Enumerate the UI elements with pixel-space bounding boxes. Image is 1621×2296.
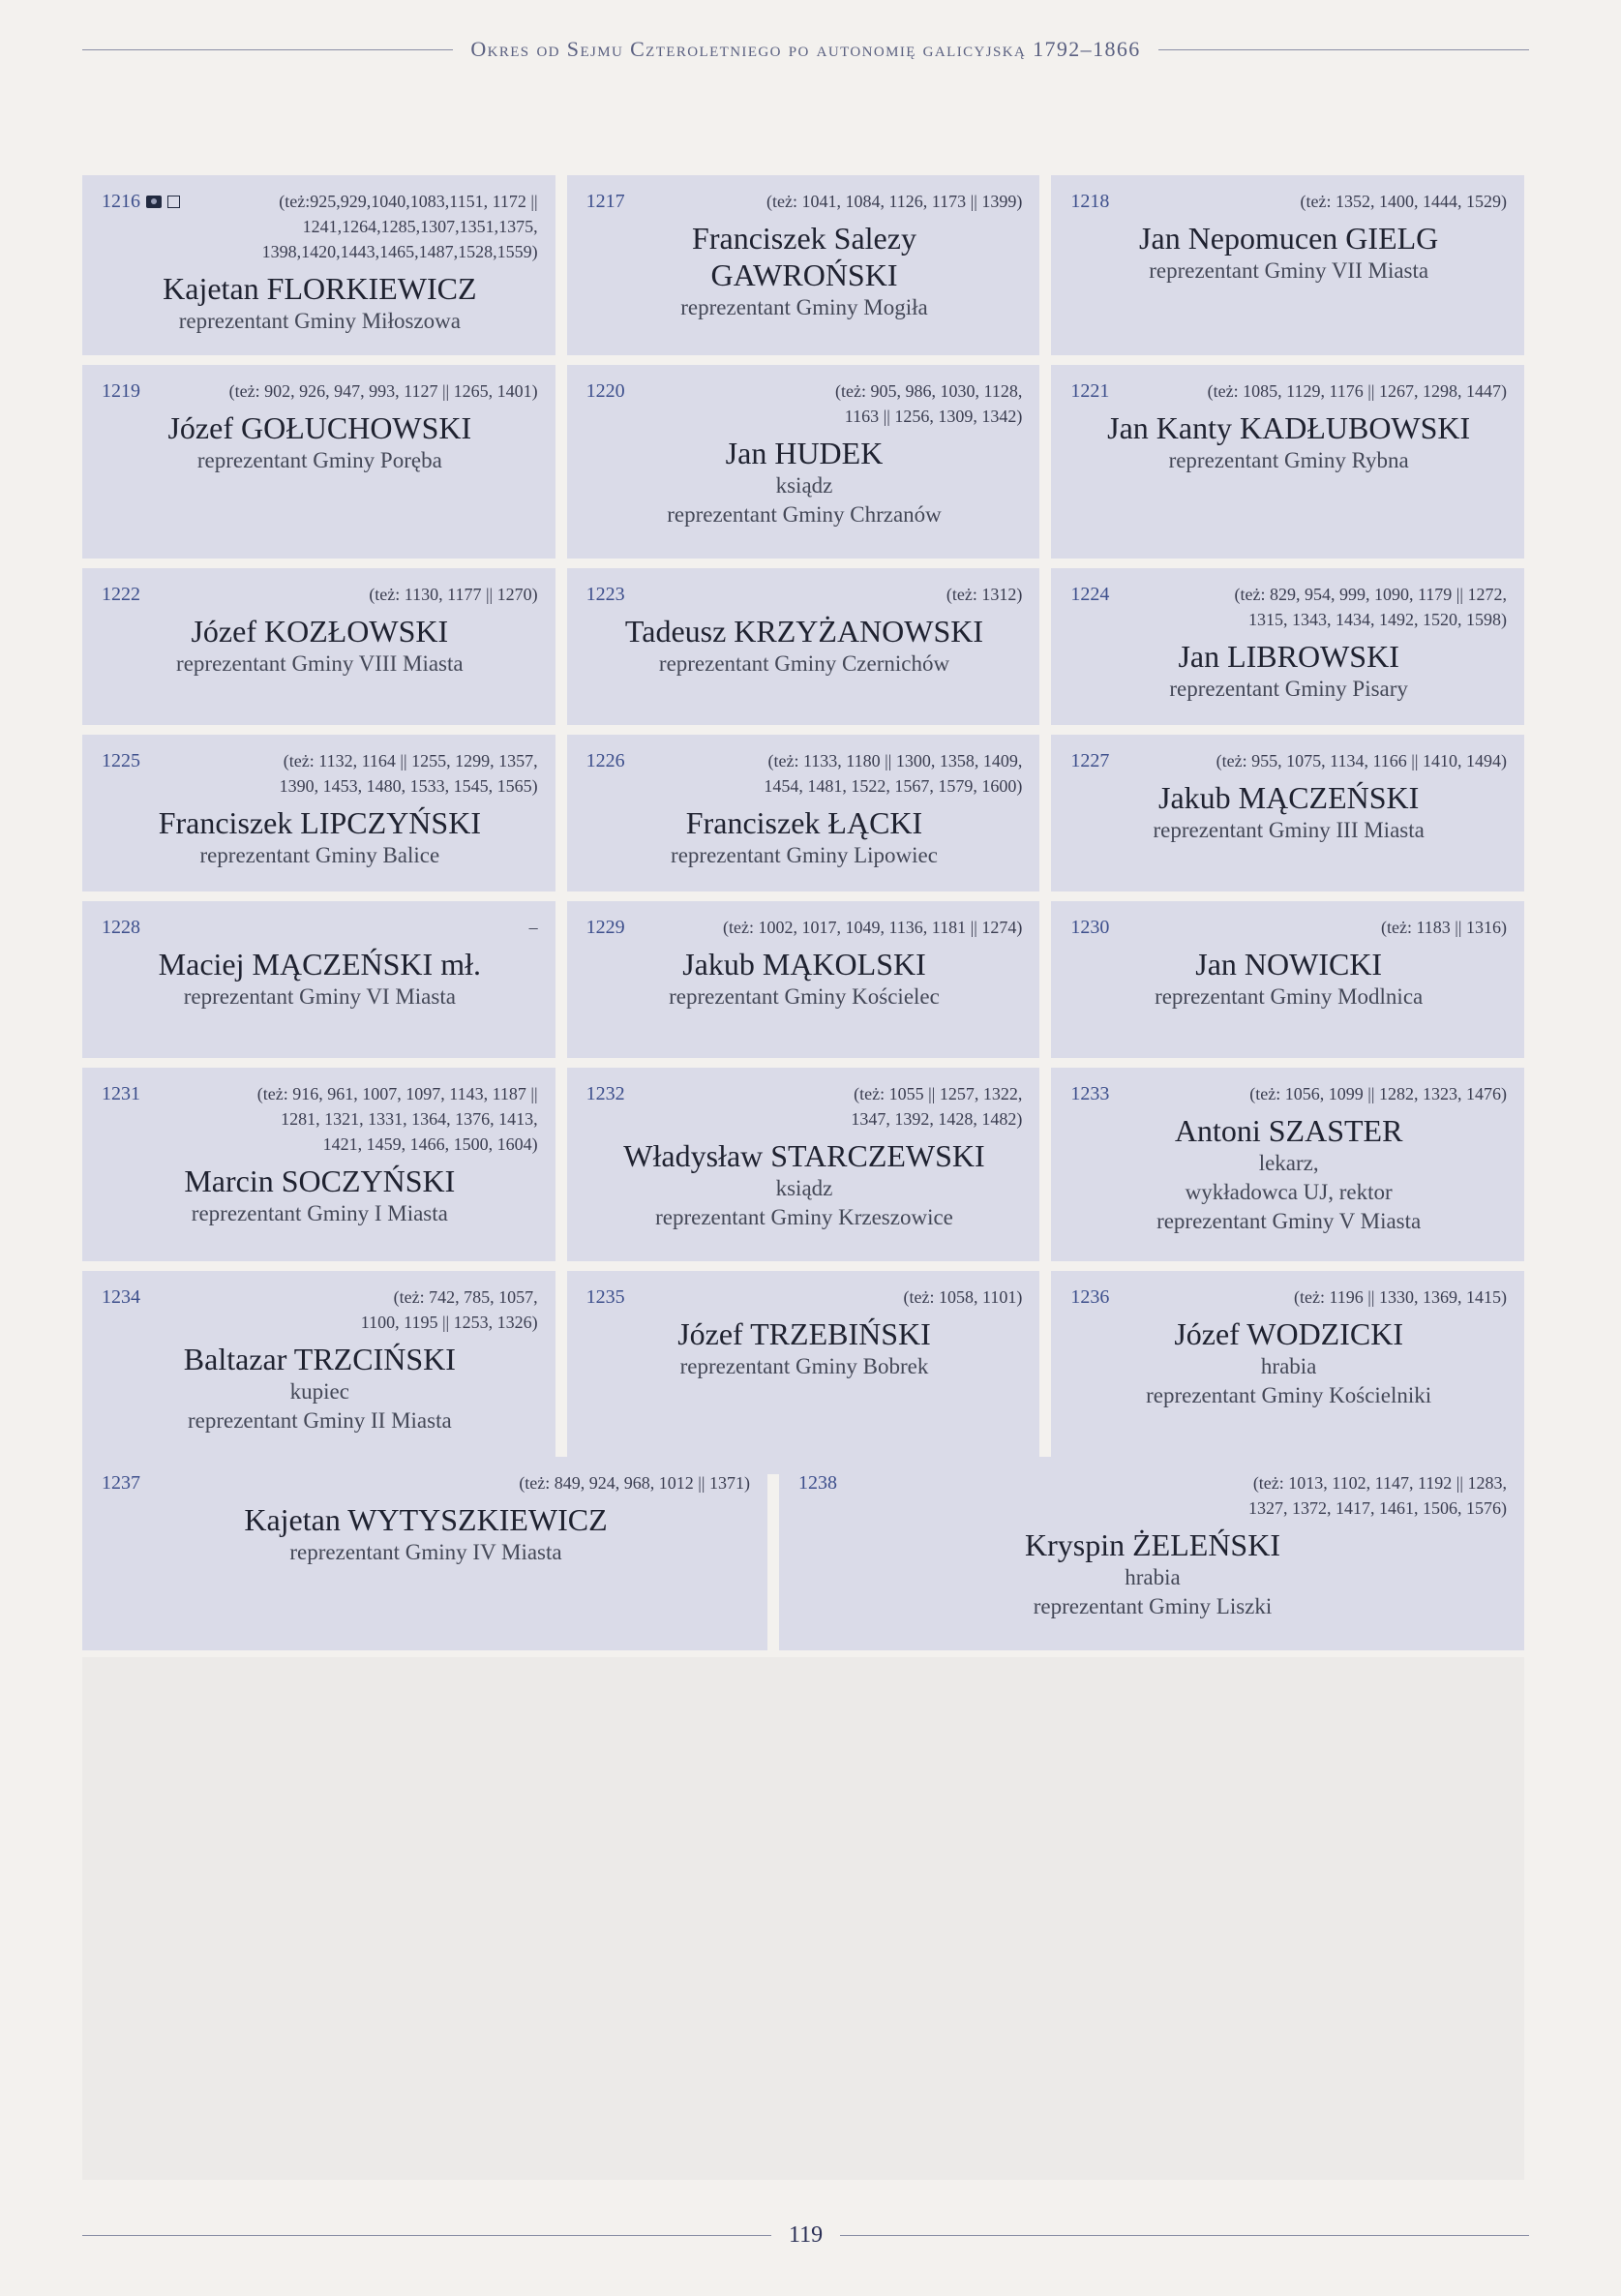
entry-references: (też: 1013, 1102, 1147, 1192 || 1283, 1327, 1372, 1417, 1461, 1506, 1576) [1248, 1473, 1507, 1518]
entry-references: (też: 916, 961, 1007, 1097, 1143, 1187 || 1281, 1321, 1331, 1364, 1376, 1413, 1421, 1459, 1466, 1500, 1604) [256, 1084, 538, 1154]
person-name: Kajetan WYTYSZKIEWICZ [244, 1502, 608, 1537]
entry-references: (też: 1132, 1164 || 1255, 1299, 1357, 1390, 1453, 1480, 1533, 1545, 1565) [279, 751, 538, 796]
entry-number-wrap [1070, 1081, 1109, 1106]
entry-number-wrap [102, 1284, 140, 1310]
entry-header [586, 1081, 1023, 1132]
entry-number: 1229 [585, 917, 625, 938]
person-description: reprezentant Gminy Kościelec [669, 984, 940, 1009]
entry-number-wrap [1070, 189, 1109, 214]
entry-header [102, 748, 538, 799]
entry-header [102, 1284, 538, 1335]
entry-number: 1234 [102, 1286, 140, 1308]
person-name: Władysław STARCZEWSKI [623, 1138, 985, 1173]
person-description: reprezentant Gminy Krzeszowice [655, 1205, 953, 1229]
entry-card [1051, 735, 1524, 891]
entry-number-wrap [1070, 1284, 1109, 1310]
person-description: wykładowca UJ, rektor [1185, 1180, 1393, 1204]
entry-card [1051, 1271, 1524, 1474]
person-description: ksiądz [775, 473, 833, 498]
entry-number-wrap [586, 189, 625, 214]
person-description: reprezentant Gminy Modlnica [1155, 984, 1424, 1009]
entry-number-wrap [586, 748, 625, 773]
person-name: Kryspin ŻELEŃSKI [1025, 1527, 1280, 1562]
entry-card [567, 175, 1040, 355]
entry-number: 1228 [102, 917, 140, 938]
person-name: Kajetan FLORKIEWICZ [163, 271, 477, 306]
entry-number-wrap [102, 189, 180, 214]
entry-number: 1232 [585, 1083, 625, 1104]
person-description: reprezentant Gminy VIII Miasta [176, 651, 464, 676]
entry-number: 1236 [1070, 1286, 1110, 1308]
person-name: Józef TRZEBIŃSKI [677, 1316, 931, 1351]
entry-references: (też: 1130, 1177 || 1270) [369, 585, 538, 604]
entry-card [82, 1457, 767, 1650]
entry-header [1070, 378, 1507, 404]
entry-card [82, 901, 555, 1058]
person-name: Jakub MĄCZEŃSKI [1157, 780, 1420, 815]
person-name: Józef KOZŁOWSKI [191, 614, 449, 649]
entry-references: (też: 742, 785, 1057, 1100, 1195 || 1253, 1326) [360, 1287, 538, 1332]
entry-references: (też: 902, 926, 947, 993, 1127 || 1265, 1401) [228, 381, 538, 401]
entry-card [1051, 901, 1524, 1058]
person-name: Józef WODZICKI [1174, 1316, 1403, 1351]
camera-icon [146, 196, 162, 208]
person-name: Jakub MĄKOLSKI [682, 947, 926, 982]
entry-card [82, 1068, 555, 1261]
entry-number-wrap [102, 748, 140, 773]
footer-rule-left [82, 2235, 771, 2236]
entry-number: 1219 [102, 380, 140, 402]
entry-number: 1230 [1070, 917, 1110, 938]
entry-header [798, 1470, 1507, 1521]
header-rule-left [82, 49, 453, 50]
person-name: Jan Kanty KADŁUBOWSKI [1107, 410, 1471, 445]
blank-area [82, 1657, 1524, 2180]
person-name: Marcin SOCZYŃSKI [184, 1163, 456, 1198]
entry-references: (też: 1352, 1400, 1444, 1529) [1300, 192, 1507, 211]
entry-number-wrap [586, 582, 625, 607]
page-number: 119 [788, 2222, 824, 2248]
entry-references: (też: 1312) [946, 585, 1023, 604]
entry-header [102, 582, 538, 607]
entry-header [102, 378, 538, 404]
person-description: reprezentant Gminy II Miasta [187, 1408, 452, 1433]
person-description: reprezentant Gminy VII Miasta [1149, 258, 1429, 283]
entry-references: (też: 955, 1075, 1134, 1166 || 1410, 1494) [1216, 751, 1507, 770]
entry-references: (też: 1196 || 1330, 1369, 1415) [1293, 1287, 1507, 1307]
entry-card [82, 735, 555, 891]
entry-number-wrap [1070, 915, 1109, 940]
entry-card [82, 568, 555, 725]
entry-references: – [528, 918, 538, 937]
person-description: reprezentant Gminy Lipowiec [671, 843, 938, 867]
entry-card [779, 1457, 1524, 1650]
entry-header [1070, 1081, 1507, 1106]
entry-header [102, 915, 538, 940]
entries-grid [82, 175, 1524, 1474]
person-name: Antoni SZASTER [1174, 1113, 1403, 1148]
entry-card [82, 365, 555, 559]
person-description: lekarz, [1258, 1151, 1319, 1175]
entry-references: (też: 1058, 1101) [903, 1287, 1023, 1307]
entry-header [102, 1470, 750, 1495]
page-header [82, 35, 1529, 64]
entry-card [1051, 1068, 1524, 1261]
entry-number: 1220 [585, 380, 625, 402]
entry-number: 1221 [1070, 380, 1110, 402]
entries-last-row [82, 1457, 1524, 1650]
person-description: ksiądz [775, 1176, 833, 1200]
entry-header [1070, 915, 1507, 940]
person-description: reprezentant Gminy Bobrek [679, 1354, 929, 1378]
entry-number: 1231 [102, 1083, 140, 1104]
person-description: reprezentant Gminy Balice [199, 843, 440, 867]
entry-references: (też: 1056, 1099 || 1282, 1323, 1476) [1249, 1084, 1507, 1103]
entry-number-wrap [586, 915, 625, 940]
person-description: reprezentant Gminy VI Miasta [183, 984, 456, 1009]
page-footer [82, 2222, 1529, 2249]
person-name: Franciszek Salezy GAWROŃSKI [692, 221, 916, 292]
entry-number-wrap [102, 582, 140, 607]
entry-header [1070, 748, 1507, 773]
person-name: Jan Nepomucen GIELG [1139, 221, 1439, 256]
entry-number: 1238 [798, 1472, 837, 1494]
entry-card [1051, 365, 1524, 559]
entry-header [586, 748, 1023, 799]
entry-number-wrap [586, 378, 625, 404]
entry-number: 1237 [102, 1472, 140, 1494]
entry-number: 1218 [1070, 191, 1110, 212]
square-icon [167, 196, 180, 208]
person-description: reprezentant Gminy Poręba [196, 448, 442, 472]
entry-number: 1223 [585, 584, 625, 605]
entry-header [586, 915, 1023, 940]
person-description: hrabia [1125, 1565, 1181, 1589]
entry-header [586, 582, 1023, 607]
person-description: reprezentant Gminy Kościelniki [1146, 1383, 1432, 1407]
entry-number-wrap [1070, 378, 1109, 404]
entry-number: 1224 [1070, 584, 1110, 605]
entry-number: 1233 [1070, 1083, 1110, 1104]
person-description: reprezentant Gminy Liszki [1033, 1594, 1273, 1618]
person-description: reprezentant Gminy IV Miasta [289, 1540, 562, 1564]
entry-number-wrap [102, 915, 140, 940]
entry-card [1051, 175, 1524, 355]
person-description: reprezentant Gminy V Miasta [1156, 1209, 1422, 1233]
entry-references: (też: 829, 954, 999, 1090, 1179 || 1272, 1315, 1343, 1434, 1492, 1520, 1598) [1234, 585, 1507, 629]
entry-number: 1226 [585, 750, 625, 771]
entry-number: 1217 [585, 191, 625, 212]
entry-references: (też: 849, 924, 968, 1012 || 1371) [519, 1473, 750, 1493]
entry-header [1070, 582, 1507, 632]
person-name: Maciej MĄCZEŃSKI mł. [158, 947, 481, 982]
person-name: Franciszek LIPCZYŃSKI [158, 805, 481, 840]
person-description: reprezentant Gminy III Miasta [1153, 818, 1425, 842]
entry-references: (też: 905, 986, 1030, 1128, 1163 || 1256, 1309, 1342) [835, 381, 1023, 426]
person-description: kupiec [289, 1379, 349, 1404]
entry-number: 1235 [585, 1286, 625, 1308]
entry-number-wrap [102, 378, 140, 404]
footer-rule-right [840, 2235, 1529, 2236]
running-title: Okres od Sejmu Czteroletniego po autonomię galicyjską 1792–1866 [470, 37, 1141, 61]
entry-references: (też: 1133, 1180 || 1300, 1358, 1409, 1454, 1481, 1522, 1567, 1579, 1600) [764, 751, 1023, 796]
entry-references: (też: 1085, 1129, 1176 || 1267, 1298, 1447) [1207, 381, 1507, 401]
entry-number-wrap [102, 1081, 140, 1106]
entry-card [567, 1068, 1040, 1261]
entry-header [1070, 1284, 1507, 1310]
entry-number-wrap [102, 1470, 140, 1495]
entry-header [102, 1081, 538, 1157]
person-name: Franciszek ŁĄCKI [685, 805, 923, 840]
person-name: Tadeusz KRZYŻANOWSKI [624, 614, 984, 649]
entry-card [567, 901, 1040, 1058]
entry-number: 1216 [102, 191, 140, 212]
entry-header [102, 189, 538, 264]
entry-references: (też: 1002, 1017, 1049, 1136, 1181 || 1274) [722, 918, 1023, 937]
entry-number: 1225 [102, 750, 140, 771]
person-description: reprezentant Gminy Rybna [1168, 448, 1409, 472]
entry-card [1051, 568, 1524, 725]
entry-number-wrap [586, 1081, 625, 1106]
entry-number-wrap [798, 1470, 837, 1495]
entry-header [586, 189, 1023, 214]
entry-number-wrap [1070, 748, 1109, 773]
person-name: Jan NOWICKI [1195, 947, 1383, 982]
header-rule-right [1158, 49, 1529, 50]
entry-card [567, 568, 1040, 725]
entry-references: (też: 1183 || 1316) [1380, 918, 1507, 937]
entry-card [567, 1271, 1040, 1474]
person-description: reprezentant Gminy Miłoszowa [178, 309, 461, 333]
person-description: reprezentant Gminy I Miasta [191, 1201, 448, 1225]
person-description: reprezentant Gminy Czernichów [658, 651, 950, 676]
entry-number-wrap [1070, 582, 1109, 607]
entry-card [82, 175, 555, 355]
entry-card [82, 1271, 555, 1474]
entry-number: 1227 [1070, 750, 1110, 771]
entry-number-wrap [586, 1284, 625, 1310]
entry-header [586, 378, 1023, 429]
entry-card [567, 365, 1040, 559]
person-name: Jan LIBROWSKI [1178, 639, 1399, 674]
person-description: reprezentant Gminy Mogiła [680, 295, 928, 319]
entry-card [567, 735, 1040, 891]
entry-references: (też: 1055 || 1257, 1322, 1347, 1392, 1428, 1482) [851, 1084, 1023, 1129]
person-description: hrabia [1260, 1354, 1317, 1378]
entry-header [1070, 189, 1507, 214]
entry-references: (też:925,929,1040,1083,1151, 1172 || 1241,1264,1285,1307,1351,1375, 1398,1420,1443,1465,1487,1528,1559) [261, 192, 538, 261]
person-name: Baltazar TRZCIŃSKI [183, 1342, 456, 1376]
person-description: reprezentant Gminy Pisary [1169, 677, 1408, 701]
entry-header [586, 1284, 1023, 1310]
entry-number: 1222 [102, 584, 140, 605]
person-name: Józef GOŁUCHOWSKI [167, 410, 472, 445]
person-name: Jan HUDEK [725, 436, 884, 470]
person-description: reprezentant Gminy Chrzanów [667, 502, 942, 527]
entry-references: (też: 1041, 1084, 1126, 1173 || 1399) [765, 192, 1023, 211]
